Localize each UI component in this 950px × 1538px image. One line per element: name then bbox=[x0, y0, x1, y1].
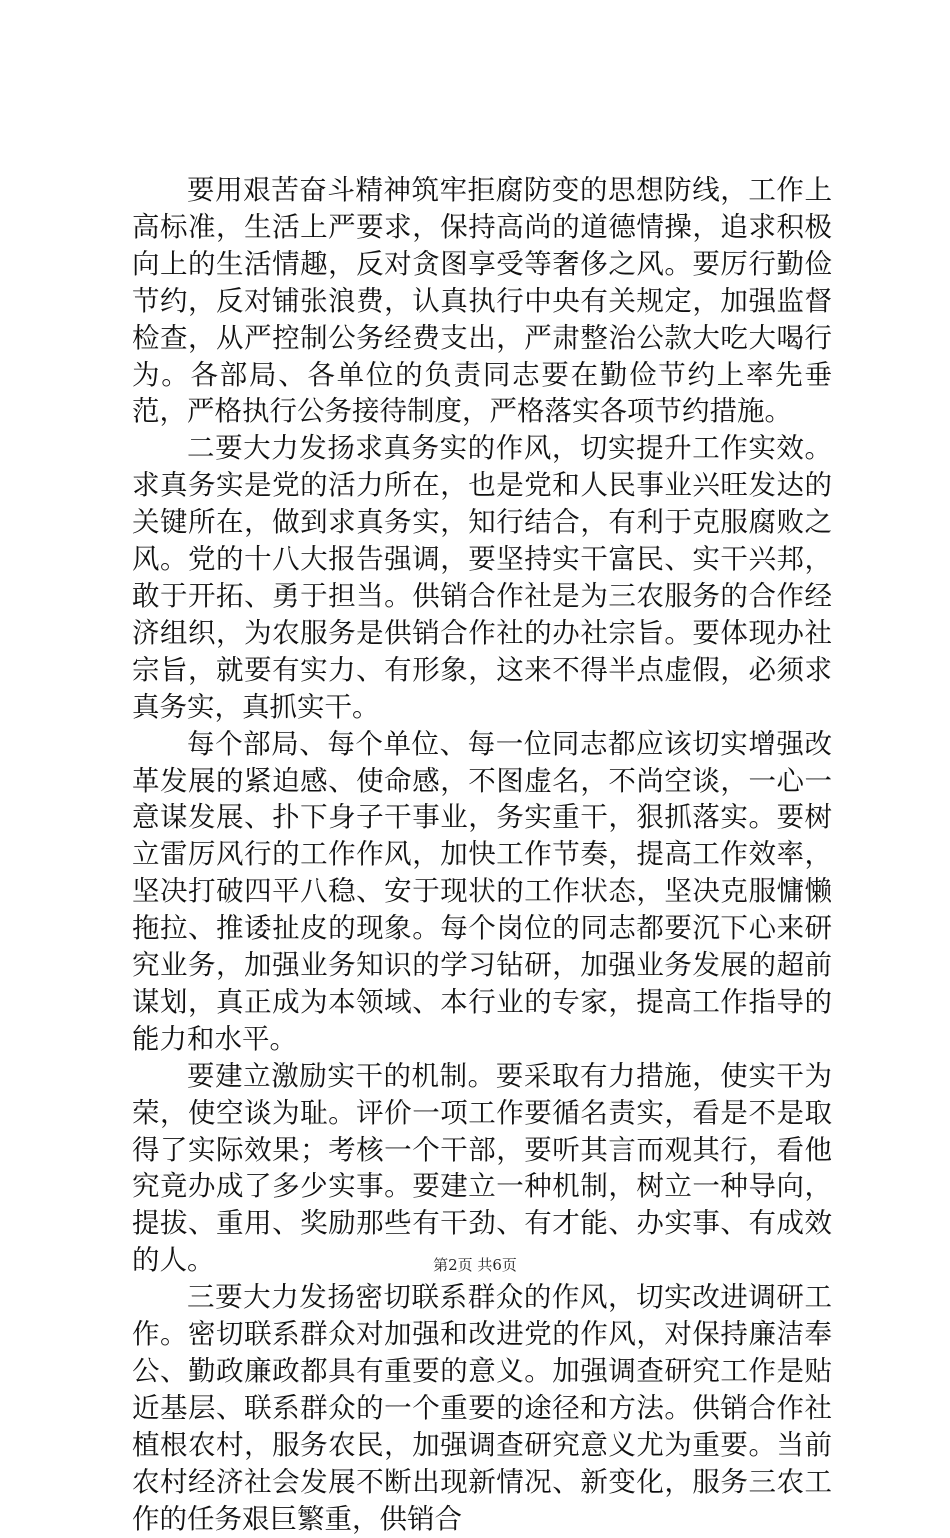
paragraph-3: 每个部局、每个单位、每一位同志都应该切实增强改革发展的紧迫感、使命感，不图虚名，不尚空谈，一心一意谋发展、扑下身子干事业，务实重干，狠抓落实。要树立雷厉风行的工作作风，加快工作节奏，提高工作效率，坚决打破四平八稳、安于现状的工作状态，坚决克服慵懒拖拉、推诿扯皮的现象。每个岗位的同志都要沉下心来研究业务，加强业务知识的学习钻研，加强业务发展的超前谋划，真正成为本领域、本行业的专家，提高工作指导的能力和水平。 bbox=[132, 727, 832, 1055]
paragraph-1: 要用艰苦奋斗精神筑牢拒腐防变的思想防线，工作上高标准，生活上严要求，保持高尚的道德情操，追求积极向上的生活情趣，反对贪图享受等奢侈之风。要厉行勤俭节约，反对铺张浪费，认真执行中央有关规定，加强监督检查，从严控制公务经费支出，严肃整治公款大吃大喝行为。各部局、各单位的负责同志要在勤俭节约上率先垂范，严格执行公务接待制度，严格落实各项节约措施。 bbox=[132, 174, 832, 428]
paragraph-2: 二要大力发扬求真务实的作风，切实提升工作实效。求真务实是党的活力所在，也是党和人民事业兴旺发达的关键所在，做到求真务实，知行结合，有利于克服腐败之风。党的十八大报告强调，要坚持实干富民、实干兴邦，敢于开拓、勇于担当。供销合作社是为三农服务的合作经济组织，为农服务是供销合作社的办社宗旨。要体现办社宗旨，就要有实力、有形象，这来不得半点虚假，必须求真务实，真抓实干。 bbox=[132, 432, 832, 723]
paragraph-4: 要建立激励实干的机制。要采取有力措施，使实干为荣，使空谈为耻。评价一项工作要循名责实，看是不是取得了实际效果；考核一个干部，要听其言而观其行，看他究竟办成了多少实事。要建立一种机制，树立一种导向，提拔、重用、奖励那些有干劲、有才能、办实事、有成效的人。 bbox=[132, 1059, 832, 1277]
document-body bbox=[132, 172, 832, 1538]
paragraph-5: 三要大力发扬密切联系群众的作风，切实改进调研工作。密切联系群众对加强和改进党的作风，对保持廉洁奉公、勤政廉政都具有重要的意义。加强调查研究工作是贴近基层、联系群众的一个重要的途径和方法。供销合作社植根农村，服务农民，加强调查研究意义尤为重要。当前农村经济社会发展不断出现新情况、新变化，服务三农工作的任务艰巨繁重，供销合 bbox=[132, 1281, 832, 1535]
page-footer: 第2页 共6页 bbox=[433, 1256, 517, 1274]
